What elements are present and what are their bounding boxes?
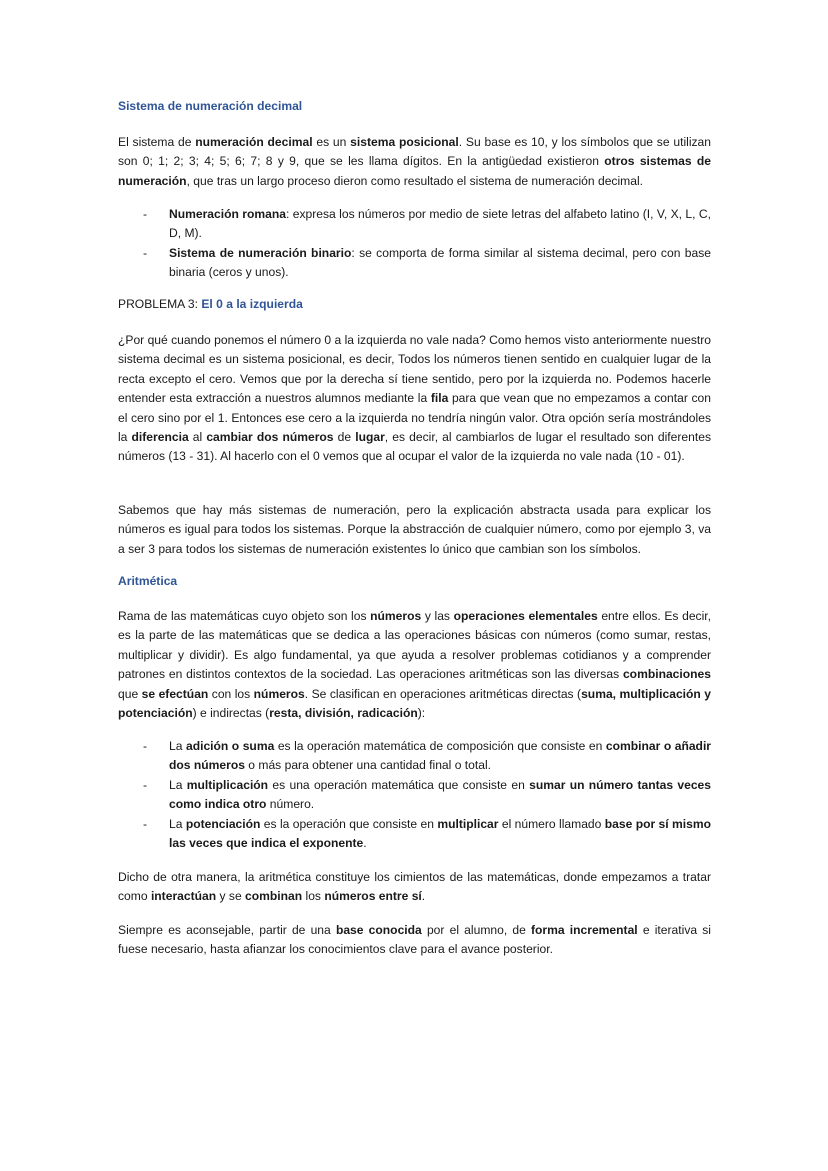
paragraph-advice <box>118 921 711 960</box>
text-run: ¿Por qué cuando ponemos el número 0 a la izquierda no vale nada? Como hemos visto anteriormente nuestro sistema decimal es un sistema posicional, es decir, Todos los números tienen sentido en cualquier lugar de la recta excepto el cero. Vemos que por la derecha sí tiene sentido, pero por la izquierda no. Podemos hacerle entender esta extracción a nuestros alumnos mediante la <box>118 333 711 406</box>
bold-text: base por sí mismo las veces que indica el exponente <box>169 816 711 851</box>
bold-text: combinar o añadir dos números <box>169 739 712 773</box>
bold-text: operaciones elementales <box>453 609 598 623</box>
bold-text: suma, multiplicación y potenciación <box>118 686 711 721</box>
text-run: entre ellos. Es decir, es la parte de las matemáticas que se dedica a las operaciones básicas con números (como sumar, restas, multiplicar y dividir). Es algo fundamental, ya que ayuda a resolver problemas cotidianos y a comprender patrones en distintos contextos de la sociedad. Las operaciones aritméticas son las diversas <box>118 609 711 682</box>
bullet-dash: - <box>143 207 148 221</box>
bold-text: otros sistemas de numeración <box>118 154 711 188</box>
bold-text: se efectúan <box>141 686 209 701</box>
list-item <box>118 205 711 244</box>
numeral-systems-list <box>118 205 711 283</box>
text-run: , que tras un largo proceso dieron como resultado el sistema de numeración decimal. <box>186 173 644 188</box>
bold-text: cambiar dos números <box>206 430 334 445</box>
bold-text: adición o suma <box>185 739 275 753</box>
bold-text: sumar un número tantas veces como indica otro <box>169 777 712 812</box>
section-heading-arithmetic: Aritmética <box>118 574 178 588</box>
bold-text: combinaciones <box>622 667 711 682</box>
text-run: ): <box>417 706 426 721</box>
problem-label: PROBLEMA 3: <box>118 297 202 311</box>
bold-text: base conocida <box>335 923 422 937</box>
text-run: . <box>421 889 426 904</box>
list-item <box>118 815 711 854</box>
text-run: para que vean que no empezamos a contar con el cero sino por el 1. Entonces ese cero a la izquierda no tendría ningún valor. Otra opción sería mostrándoles la <box>118 391 712 445</box>
text-run: es la operación que consiste en <box>260 816 438 831</box>
bullet-dash: - <box>143 245 148 260</box>
text-run: : se comporta de forma similar al sistema decimal, pero con base binaria (ceros y unos). <box>169 245 711 280</box>
text-run: es un <box>312 135 351 149</box>
text-run: de <box>333 430 356 445</box>
bold-text: potenciación <box>185 816 261 831</box>
text-run: Siempre es aconsejable, partir de una <box>118 923 336 937</box>
paragraph-foundations <box>118 868 711 907</box>
text-run: , es decir, al cambiarlos de lugar el resultado son diferentes números (13 - 31). Al hacerlo con el 0 vemos que al ocupar el valor de la izquierda no vale nada (10 - 01). <box>118 430 711 464</box>
text-run: y se <box>216 889 246 904</box>
bold-text: multiplicación <box>186 777 269 792</box>
text-run: los <box>302 889 325 904</box>
list-item <box>118 737 711 776</box>
bullet-dash: - <box>143 777 148 792</box>
text-run: El sistema de <box>118 135 196 149</box>
text-run: . <box>363 836 367 851</box>
paragraph-decimal-intro <box>118 133 711 191</box>
bold-text: numeración decimal <box>195 135 313 149</box>
text-run: número. <box>266 797 315 812</box>
text-run: el número llamado <box>498 816 605 831</box>
operations-list <box>118 737 711 853</box>
bold-text: multiplicar <box>437 816 499 831</box>
text-run: que <box>118 686 142 701</box>
text-run: es una operación matemática que consiste en <box>268 777 530 792</box>
bold-text: números entre sí <box>324 889 422 904</box>
section-heading-decimal: Sistema de numeración decimal <box>118 99 303 113</box>
bold-text: Sistema de numeración binario <box>169 245 352 260</box>
text-run: . Su base es 10, y los símbolos que se utilizan son 0; 1; 2; 3; 4; 5; 6; 7; 8 y 9, que se les llama dígitos. En la antigüedad existieron <box>118 135 712 169</box>
text-run: al <box>188 430 207 445</box>
bold-text: fila <box>430 391 449 406</box>
text-run: ) e indirectas ( <box>192 706 270 721</box>
list-item <box>118 776 711 815</box>
bold-text: sistema posicional <box>350 135 459 149</box>
text-run: La <box>169 739 186 753</box>
bold-text: resta, división, radicación <box>269 706 418 721</box>
bold-text: lugar <box>355 430 385 445</box>
bold-text: forma incremental <box>531 923 638 937</box>
bullet-dash: - <box>143 739 148 753</box>
text-run: Rama de las matemáticas cuyo objeto son los <box>118 609 371 623</box>
bold-text: Numeración romana <box>169 207 286 221</box>
bold-text: combinan <box>245 889 303 904</box>
list-item <box>118 244 711 283</box>
text-run: con los <box>208 686 254 701</box>
text-run: es la operación matemática de composición que consiste en <box>274 739 606 753</box>
paragraph-arithmetic <box>118 607 711 723</box>
text-run: La <box>169 816 186 831</box>
text-run: : expresa los números por medio de siete letras del alfabeto latino (I, V, X, L, C, D, M). <box>169 207 711 241</box>
text-run: e iterativa si fuese necesario, hasta afianzar los conocimientos clave para el avance posterior. <box>118 923 711 957</box>
bold-text: números <box>253 686 305 701</box>
bold-text: interactúan <box>150 889 217 904</box>
text-run: o más para obtener una cantidad final o total. <box>244 758 492 773</box>
bold-text: números <box>370 609 422 623</box>
text-run: y las <box>421 609 454 623</box>
paragraph-abstraction <box>118 501 711 559</box>
text-run: La <box>169 777 187 792</box>
text-run: . Se clasifican en operaciones aritméticas directas ( <box>304 686 582 701</box>
problem-title: El 0 a la izquierda <box>201 297 303 311</box>
paragraph-zero-left <box>118 331 711 467</box>
bullet-dash: - <box>143 816 148 831</box>
text-run: por el alumno, de <box>421 923 531 937</box>
text-run: Sabemos que hay más sistemas de numeración, pero la explicación abstracta usada para explicar los números es igual para todos los sistemas. Porque la abstracción de cualquier número, como por ejemplo 3, va a ser 3 para todos los sistemas de numeración existentes lo único que cambian son los símbolos. <box>118 503 711 556</box>
text-run: Dicho de otra manera, la aritmética constituye los cimientos de las matemáticas, donde empezamos a tratar como <box>118 870 711 904</box>
problem-heading <box>118 295 711 314</box>
bold-text: diferencia <box>131 430 189 445</box>
